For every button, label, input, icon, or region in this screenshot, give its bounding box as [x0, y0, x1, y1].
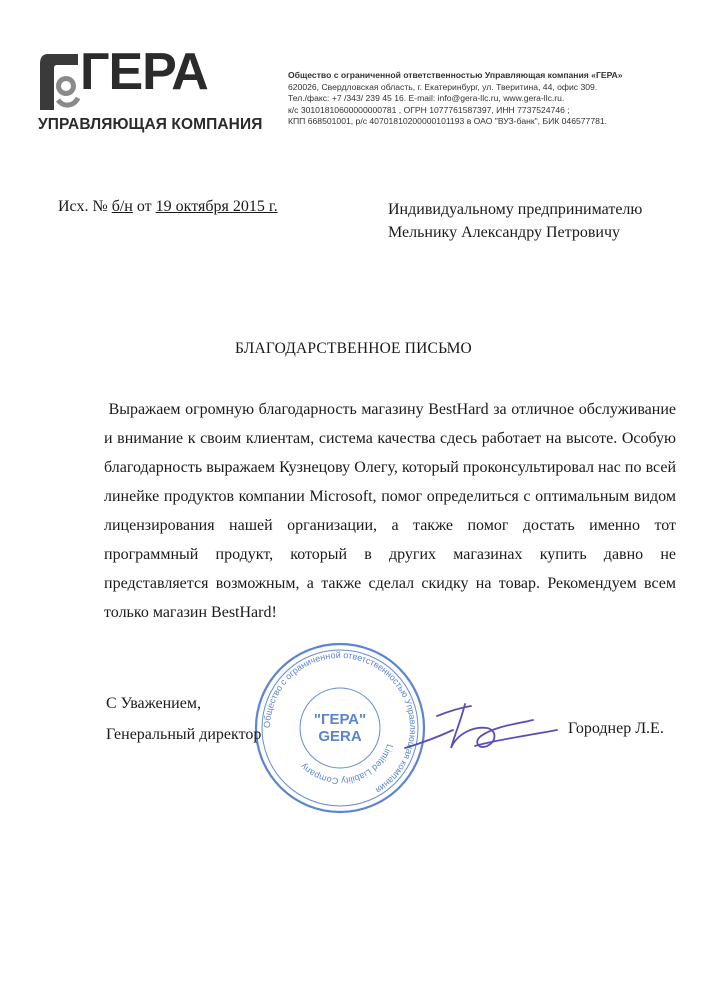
- addressee: [388, 198, 642, 244]
- outgoing-reference: [58, 198, 278, 216]
- addressee-line: Мельнику Александру Петровичу: [388, 224, 620, 241]
- company-requisites: [288, 70, 698, 128]
- closing-block: [106, 688, 261, 750]
- signer-position: Генеральный директор: [106, 726, 262, 743]
- reference-number: б/н: [111, 198, 133, 215]
- requisites-line: Общество с ограниченной ответственностью Управляющая компания «ГЕРА»: [288, 70, 623, 80]
- company-logo-subtitle: УПРАВЛЯЮЩАЯ КОМПАНИЯ: [38, 116, 263, 133]
- addressee-line: Индивидуальному предпринимателю: [388, 201, 643, 218]
- handwritten-signature: [395, 690, 565, 770]
- stamp-en-text: Limited Liability Company: [298, 742, 396, 787]
- company-logo-name: ГЕРА: [80, 43, 208, 101]
- requisites-line: Тел./факс: +7 /343/ 239 45 16. E-mail: info@gera-llc.ru, www.gera-llc.ru.: [288, 93, 565, 104]
- reference-prefix: Исх. №: [58, 198, 108, 215]
- closing-greeting: С Уважением,: [106, 695, 201, 712]
- stamp-name-ru: "ГЕРА": [313, 711, 367, 728]
- stamp-ring-text: Общество с ограниченной ответственностью Управляющая компания: [261, 649, 419, 796]
- letter-body-text: Выражаем огромную благодарность магазину BestHard за отличное обслуживание и внимание к своим клиентам, система качества сдесь работает на высоте. Особую благодарность выражаем Кузнецову Олегу, который проконсультировал нас по всей линейке продуктов компании Microsoft, помог определиться с оптимальным видом лицензирования нашей организации, а также помог достать именно тот программный продукт, который в других магазинах купить давно не представляется возможным, а также сделал скидку на товар. Рекомендуем всем только магазин BestHard!: [104, 401, 676, 621]
- requisites-line: 620026, Свердловская область, г. Екатеринбург, ул. Тверитина, 44, офис 309.: [288, 81, 598, 92]
- requisites-line: к/с 30101810600000000781 , ОГРН 1077761587397, ИНН 7737524746 ;: [288, 104, 570, 115]
- stamp-name-en: GERA: [318, 728, 362, 745]
- signer-name: Городнер Л.Е.: [568, 720, 664, 737]
- reference-from: от: [136, 198, 152, 215]
- requisites-line: КПП 668501001, р/с 40701810200000101193 в ОАО "ВУЗ-банк", БИК 046577781.: [288, 116, 608, 127]
- gera-logo-icon: [38, 50, 80, 114]
- svg-text:Limited Liability Company: [298, 743, 395, 786]
- letter-title: БЛАГОДАРСТВЕННОЕ ПИСЬМО: [235, 340, 472, 357]
- reference-date: 19 октября 2015 г.: [155, 198, 278, 215]
- letter-body: [104, 395, 676, 627]
